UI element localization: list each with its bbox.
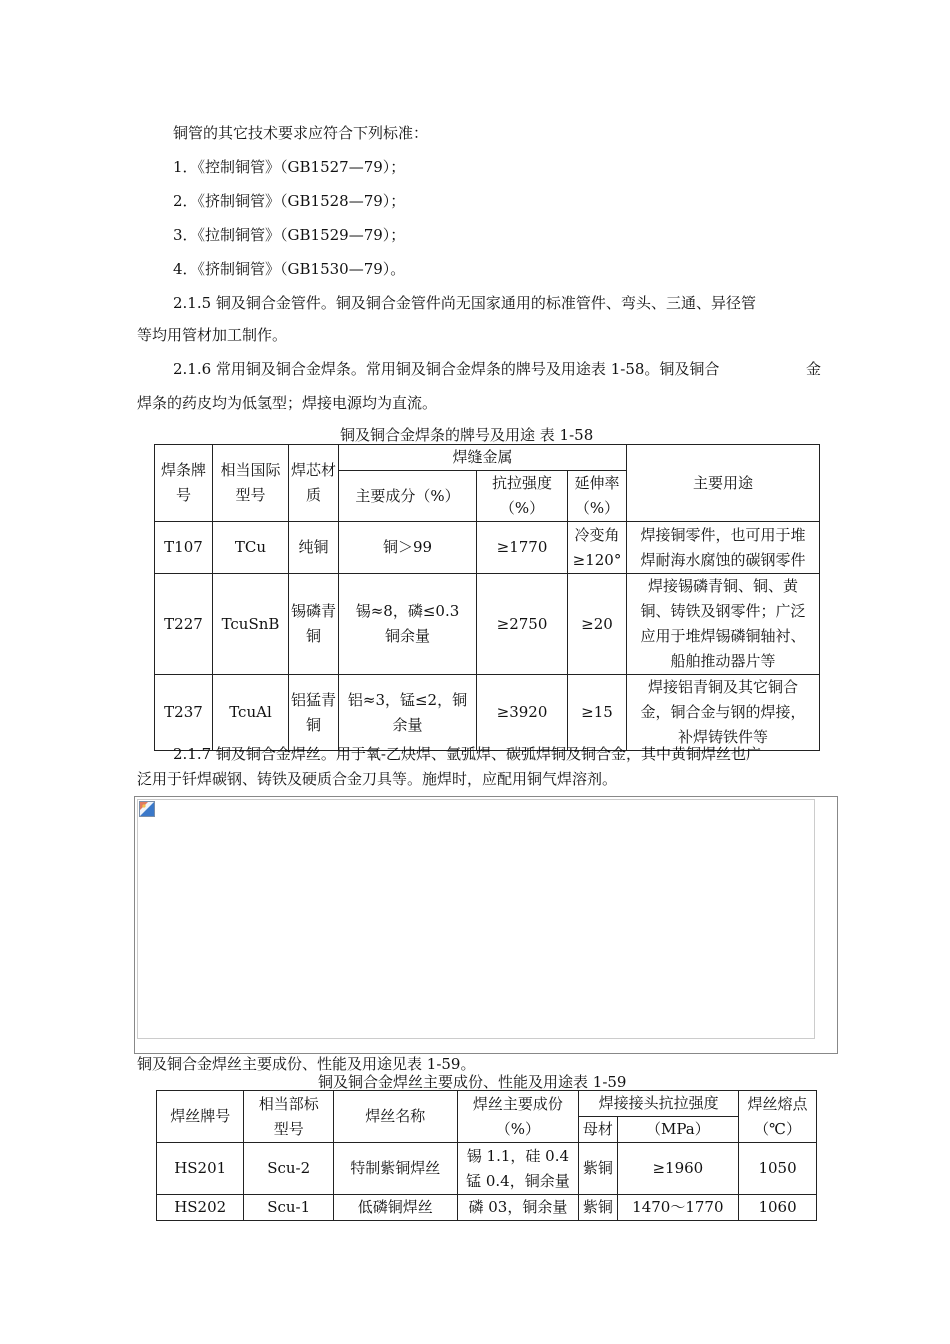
cell-grade: T237 xyxy=(155,675,213,751)
header-intl-model: 相当国际 型号 xyxy=(213,445,289,522)
cell-core: 锡磷青 铜 xyxy=(289,574,339,675)
header-usage: 主要用途 xyxy=(627,445,820,522)
section-2-1-6-line2: 焊条的药皮均为低氢型；焊接电源均为直流。 xyxy=(137,394,438,412)
standard-item-4: 4．《挤制铜管》（GB1530—79）。 xyxy=(173,260,406,278)
image-placeholder xyxy=(134,796,838,1054)
cell-intl: TCu xyxy=(213,522,289,574)
table-row xyxy=(157,1143,817,1195)
table-1-58 xyxy=(154,444,820,751)
section-2-1-7-line1: 2.1.7 铜及铜合金焊丝。用于氧-乙炔焊、氩弧焊、碳弧焊铜及铜合金，其中黄铜焊丝也广 xyxy=(173,745,762,763)
section-2-1-6-line1: 2.1.6 常用铜及铜合金焊条。常用铜及铜合金焊条的牌号及用途表 1-58。铜及铜合 xyxy=(173,360,720,378)
header-tensile: 抗拉强度 （%） xyxy=(477,471,568,522)
cell-wire-composition: 锡 1.1，硅 0.4 锰 0.4，铜余量 xyxy=(457,1143,579,1195)
header-wire-composition: 焊丝主要成份（%） xyxy=(457,1091,579,1143)
cell-elongation: ≥20 xyxy=(568,574,627,675)
section-2-1-5-line2: 等均用管材加工制作。 xyxy=(137,326,288,344)
header-weld-metal: 焊缝金属 xyxy=(339,445,627,471)
table-row xyxy=(157,1195,817,1221)
cell-composition: 铝≈3，锰≤2，铜 余量 xyxy=(339,675,477,751)
cell-tensile: ≥3920 xyxy=(477,675,568,751)
cell-grade: T107 xyxy=(155,522,213,574)
cell-grade: T227 xyxy=(155,574,213,675)
cell-wire-name: 低磷铜焊丝 xyxy=(333,1195,457,1221)
table-row xyxy=(155,522,820,574)
cell-elongation: 冷变角 ≥120° xyxy=(568,522,627,574)
cell-dept-model: Scu-2 xyxy=(244,1143,334,1195)
table-row xyxy=(155,574,820,675)
table-1-59-caption: 铜及铜合金焊丝主要成份、性能及用途表 1-59 xyxy=(318,1073,627,1091)
cell-core: 纯铜 xyxy=(289,522,339,574)
cell-usage: 焊接铜零件，也可用于堆 焊耐海水腐蚀的碳钢零件 xyxy=(627,522,820,574)
cell-composition: 铜＞99 xyxy=(339,522,477,574)
standard-item-3: 3．《拉制铜管》（GB1529—79）； xyxy=(173,226,406,244)
cell-intl: TcuSnB xyxy=(213,574,289,675)
table-1-59-intro: 铜及铜合金焊丝主要成份、性能及用途见表 1-59。 xyxy=(137,1055,476,1073)
cell-melting: 1050 xyxy=(739,1143,817,1195)
table-1-59 xyxy=(156,1090,817,1221)
cell-wire-composition: 磷 03，铜余量 xyxy=(457,1195,579,1221)
header-composition: 主要成分（%） xyxy=(339,471,477,522)
cell-base-metal: 紫铜 xyxy=(579,1195,617,1221)
standard-item-1: 1．《控制铜管》（GB1527—79）； xyxy=(173,158,406,176)
image-frame xyxy=(137,799,815,1039)
header-elongation: 延伸率 （%） xyxy=(568,471,627,522)
cell-usage: 焊接锡磷青铜、铜、黄 铜、铸铁及钢零件；广泛 应用于堆焊锡磷铜轴衬、 船舶推动器片等 xyxy=(627,574,820,675)
table-1-58-caption: 铜及铜合金焊条的牌号及用途 表 1-58 xyxy=(340,426,594,444)
broken-image-icon xyxy=(139,801,155,817)
header-wire-grade: 焊丝牌号 xyxy=(157,1091,244,1143)
cell-dept-model: Scu-1 xyxy=(244,1195,334,1221)
section-2-1-5-line1: 2.1.5 铜及铜合金管件。铜及铜合金管件尚无国家通用的标准管件、弯头、三通、异径管 xyxy=(173,294,756,312)
cell-composition: 锡≈8，磷≤0.3 铜余量 xyxy=(339,574,477,675)
cell-intl: TcuAl xyxy=(213,675,289,751)
cell-base-metal: 紫铜 xyxy=(579,1143,617,1195)
header-wire-name: 焊丝名称 xyxy=(333,1091,457,1143)
cell-melting: 1060 xyxy=(739,1195,817,1221)
table-header-row xyxy=(155,445,820,471)
header-dept-model: 相当部标 型号 xyxy=(244,1091,334,1143)
table-header-row xyxy=(157,1091,817,1117)
cell-core: 铝猛青 铜 xyxy=(289,675,339,751)
cell-wire-grade: HS201 xyxy=(157,1143,244,1195)
cell-elongation: ≥15 xyxy=(568,675,627,751)
intro-text: 铜管的其它技术要求应符合下列标准： xyxy=(173,124,429,142)
cell-strength: ≥1960 xyxy=(617,1143,739,1195)
section-2-1-6-line1-tail: 金 xyxy=(806,360,822,378)
cell-tensile: ≥2750 xyxy=(477,574,568,675)
header-mpa: （MPa） xyxy=(617,1117,739,1143)
cell-tensile: ≥1770 xyxy=(477,522,568,574)
header-base-metal: 母材 xyxy=(579,1117,617,1143)
header-joint-strength: 焊接接头抗拉强度 xyxy=(579,1091,739,1117)
cell-usage: 焊接铝青铜及其它铜合 金，铜合金与钢的焊接， 补焊铸铁件等 xyxy=(627,675,820,751)
header-grade: 焊条牌 号 xyxy=(155,445,213,522)
cell-wire-name: 特制紫铜焊丝 xyxy=(333,1143,457,1195)
header-core-material: 焊芯材 质 xyxy=(289,445,339,522)
table-row xyxy=(155,675,820,751)
header-melting-point: 焊丝熔点 （℃） xyxy=(739,1091,817,1143)
cell-wire-grade: HS202 xyxy=(157,1195,244,1221)
standard-item-2: 2．《挤制铜管》（GB1528—79）； xyxy=(173,192,406,210)
section-2-1-7-line2: 泛用于钎焊碳钢、铸铁及硬质合金刀具等。施焊时，应配用铜气焊溶剂。 xyxy=(137,770,618,788)
cell-strength: 1470～1770 xyxy=(617,1195,739,1221)
